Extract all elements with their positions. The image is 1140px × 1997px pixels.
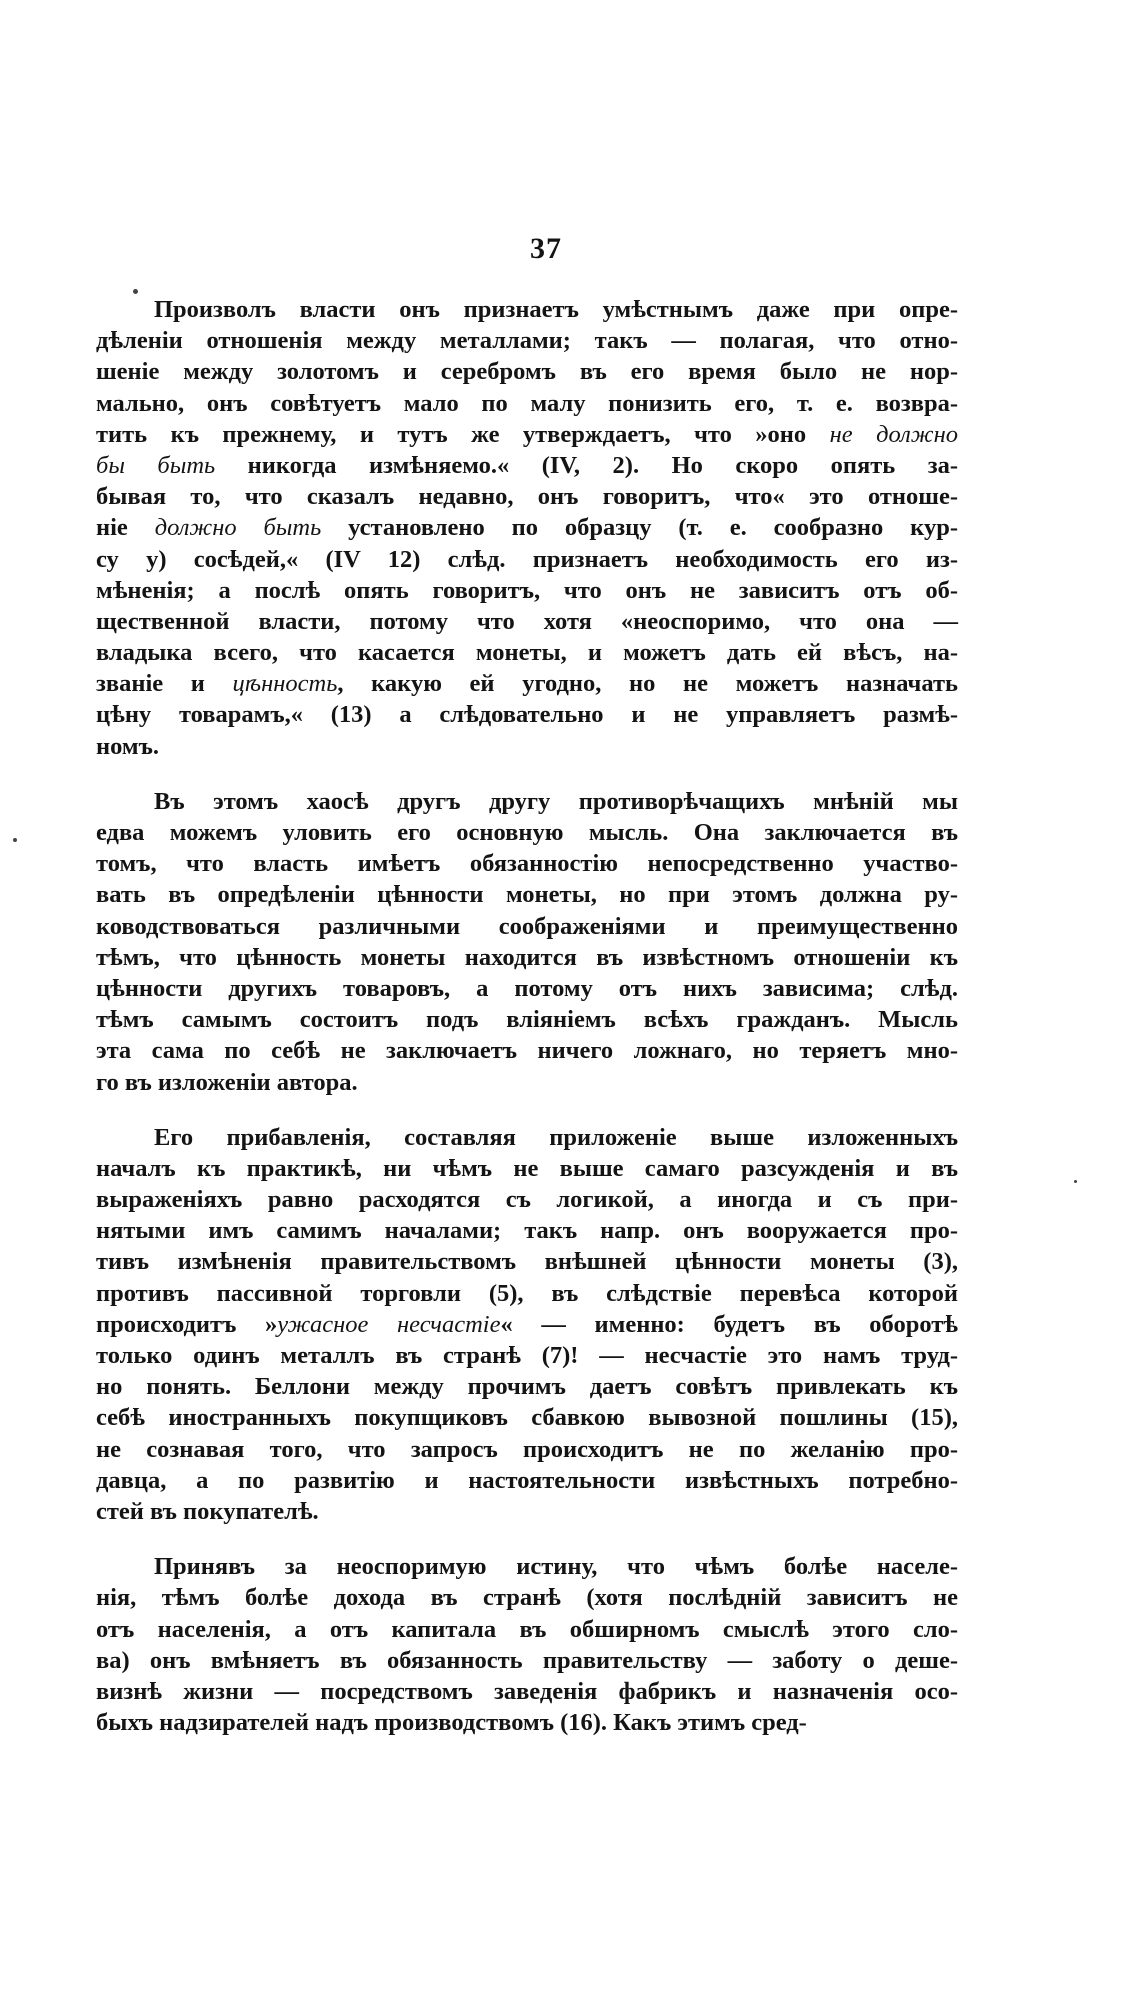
text-line bbox=[96, 512, 958, 543]
text-line bbox=[96, 1402, 958, 1433]
print-speck bbox=[133, 289, 138, 294]
text-line bbox=[96, 942, 958, 973]
text-line bbox=[96, 817, 958, 848]
text-line bbox=[96, 1035, 958, 1066]
text-run: мѣненія; а послѣ опять говоритъ, что онъ не зависитъ отъ об- bbox=[96, 576, 958, 604]
paragraph bbox=[96, 1122, 958, 1527]
text-run: тивъ измѣненія правительствомъ внѣшней цѣнности монеты (3), bbox=[96, 1248, 958, 1276]
text-line bbox=[96, 637, 958, 668]
text-line bbox=[96, 1371, 958, 1402]
text-run: Въ этомъ хаосѣ другъ другу противорѣчащихъ мнѣній мы bbox=[154, 787, 958, 815]
text-line bbox=[96, 1434, 958, 1465]
text-run: цѣну товарамъ,« (13) а слѣдовательно и не управляетъ размѣ- bbox=[96, 701, 958, 729]
text-line bbox=[96, 575, 958, 606]
text-run: званіе и bbox=[96, 670, 233, 698]
text-line bbox=[96, 388, 958, 419]
text-run: мально, онъ совѣтуетъ мало по малу понизить его, т. е. возвра- bbox=[96, 389, 958, 417]
text-run: Его прибавленія, составляя приложеніе выше изложенныхъ bbox=[154, 1123, 958, 1151]
text-line bbox=[96, 911, 958, 942]
text-line bbox=[96, 699, 958, 730]
italic-run: не должно bbox=[829, 420, 958, 448]
text-run: бывая то, что сказалъ недавно, онъ говоритъ, что« это отноше- bbox=[96, 483, 958, 511]
text-run: быхъ надзирателей надъ производствомъ (16). Какъ этимъ сред- bbox=[96, 1709, 807, 1737]
paragraph bbox=[96, 294, 958, 762]
text-line bbox=[96, 419, 958, 450]
print-speck bbox=[1074, 1180, 1077, 1183]
text-line bbox=[96, 731, 958, 762]
text-run: томъ, что власть имѣетъ обязанностію непосредственно участво- bbox=[96, 850, 958, 878]
text-run: дѣленіи отношенія между металлами; такъ — полагая, что отно- bbox=[96, 327, 958, 355]
text-run: ніе bbox=[96, 514, 155, 542]
print-speck bbox=[13, 838, 17, 842]
text-run: го въ изложеніи автора. bbox=[96, 1068, 358, 1096]
text-line bbox=[96, 1340, 958, 1371]
text-line bbox=[96, 848, 958, 879]
italic-run: должно быть bbox=[154, 514, 322, 542]
text-run: Принявъ за неоспоримую истину, что чѣмъ болѣе населе- bbox=[154, 1553, 958, 1581]
italic-run: цѣнность bbox=[232, 670, 338, 698]
text-run: выраженіяхъ равно расходятся съ логикой, а иногда и съ при- bbox=[96, 1186, 958, 1214]
text-run: ководствоваться различными соображеніями и преимущественно bbox=[96, 912, 958, 940]
text-line bbox=[96, 879, 958, 910]
text-line bbox=[96, 1707, 958, 1738]
text-run: су у) сосѣдей,« (IV 12) слѣд. признаетъ необходимость его из- bbox=[96, 545, 958, 573]
text-run: тѣмъ, что цѣнность монеты находится въ извѣстномъ отношеніи къ bbox=[96, 943, 958, 971]
text-line bbox=[96, 786, 958, 817]
text-run: щественной власти, потому что хотя «неоспоримо, что она — bbox=[96, 607, 958, 635]
text-line bbox=[96, 1309, 958, 1340]
text-line bbox=[96, 1496, 958, 1527]
text-line bbox=[96, 1582, 958, 1613]
text-line bbox=[96, 481, 958, 512]
text-run: нятыми имъ самимъ началами; такъ напр. онъ вооружается про- bbox=[96, 1217, 958, 1245]
text-run: себѣ иностранныхъ покупщиковъ сбавкою вывозной пошлины (15), bbox=[96, 1404, 958, 1432]
text-run: никогда измѣняемо.« (IV, 2). Но скоро опять за- bbox=[215, 451, 959, 479]
text-line bbox=[96, 356, 958, 387]
text-line bbox=[96, 450, 958, 481]
text-run: установлено по образцу (т. е. сообразно кур- bbox=[321, 514, 958, 542]
paragraph bbox=[96, 786, 958, 1098]
text-run: давца, а по развитію и настоятельности извѣстныхъ потребно- bbox=[96, 1466, 958, 1494]
text-line bbox=[96, 1122, 958, 1153]
text-line bbox=[96, 1184, 958, 1215]
text-line bbox=[96, 1215, 958, 1246]
text-run: Произволъ власти онъ признаетъ умѣстнымъ даже при опре- bbox=[154, 296, 958, 323]
text-line bbox=[96, 1004, 958, 1035]
text-line bbox=[96, 1465, 958, 1496]
page-number: 37 bbox=[530, 232, 562, 265]
text-run: началъ къ практикѣ, ни чѣмъ не выше самаго разсужденія и въ bbox=[96, 1154, 958, 1182]
text-line bbox=[96, 1645, 958, 1676]
body-text bbox=[96, 294, 958, 1762]
text-line bbox=[96, 294, 958, 325]
text-run: владыка всего, что касается монеты, и можетъ дать ей вѣсъ, на- bbox=[96, 639, 958, 667]
text-run: цѣнности другихъ товаровъ, а потому отъ нихъ зависима; слѣд. bbox=[96, 974, 958, 1002]
text-run: отъ населенія, а отъ капитала въ обширномъ смыслѣ этого сло- bbox=[96, 1615, 958, 1643]
paragraph bbox=[96, 1551, 958, 1738]
text-run: , какую ей угодно, но не можетъ назначать bbox=[337, 670, 958, 698]
text-line bbox=[96, 606, 958, 637]
text-run: эта сама по себѣ не заключаетъ ничего ложнаго, но теряетъ мно- bbox=[96, 1037, 958, 1065]
text-run: происходитъ » bbox=[96, 1310, 278, 1338]
text-run: но понять. Беллони между прочимъ даетъ совѣтъ привлекать къ bbox=[96, 1373, 958, 1401]
text-run: вать въ опредѣленіи цѣнности монеты, но при этомъ должна ру- bbox=[96, 881, 958, 909]
text-line bbox=[96, 1278, 958, 1309]
text-run: противъ пассивной торговли (5), въ слѣдствіе перевѣса которой bbox=[96, 1279, 958, 1307]
text-run: визнѣ жизни — посредствомъ заведенія фабрикъ и назначенія осо- bbox=[96, 1677, 958, 1705]
text-run: « — именно: будетъ въ оборотѣ bbox=[500, 1310, 958, 1338]
text-line bbox=[96, 325, 958, 356]
text-run: не сознавая того, что запросъ происходитъ не по желанію про- bbox=[96, 1435, 958, 1463]
text-run: тѣмъ самымъ состоитъ подъ вліяніемъ всѣхъ гражданъ. Мысль bbox=[96, 1006, 958, 1034]
text-line bbox=[96, 1153, 958, 1184]
italic-run: ужасное несчастіе bbox=[277, 1310, 501, 1338]
text-line bbox=[96, 1614, 958, 1645]
text-run: едва можемъ уловить его основную мысль. Она заключается въ bbox=[96, 819, 958, 846]
text-run: номъ. bbox=[96, 732, 159, 760]
text-line bbox=[96, 1246, 958, 1277]
text-line bbox=[96, 544, 958, 575]
italic-run: бы быть bbox=[96, 451, 216, 479]
text-run: только одинъ металлъ въ странѣ (7)! — несчастіе это намъ труд- bbox=[96, 1342, 958, 1369]
text-run: нія, тѣмъ болѣе дохода въ странѣ (хотя послѣдній зависитъ не bbox=[96, 1584, 958, 1612]
text-line bbox=[96, 1676, 958, 1707]
text-line bbox=[96, 668, 958, 699]
text-run: ва) онъ вмѣняетъ въ обязанность правительству — заботу о деше- bbox=[96, 1646, 958, 1674]
text-line bbox=[96, 973, 958, 1004]
text-run: тить къ прежнему, и тутъ же утверждаетъ, что »оно bbox=[96, 420, 830, 448]
text-run: шеніе между золотомъ и серебромъ въ его время было не нор- bbox=[96, 358, 958, 386]
text-run: стей въ покупателѣ. bbox=[96, 1497, 319, 1525]
text-line bbox=[96, 1067, 958, 1098]
text-line bbox=[96, 1551, 958, 1582]
